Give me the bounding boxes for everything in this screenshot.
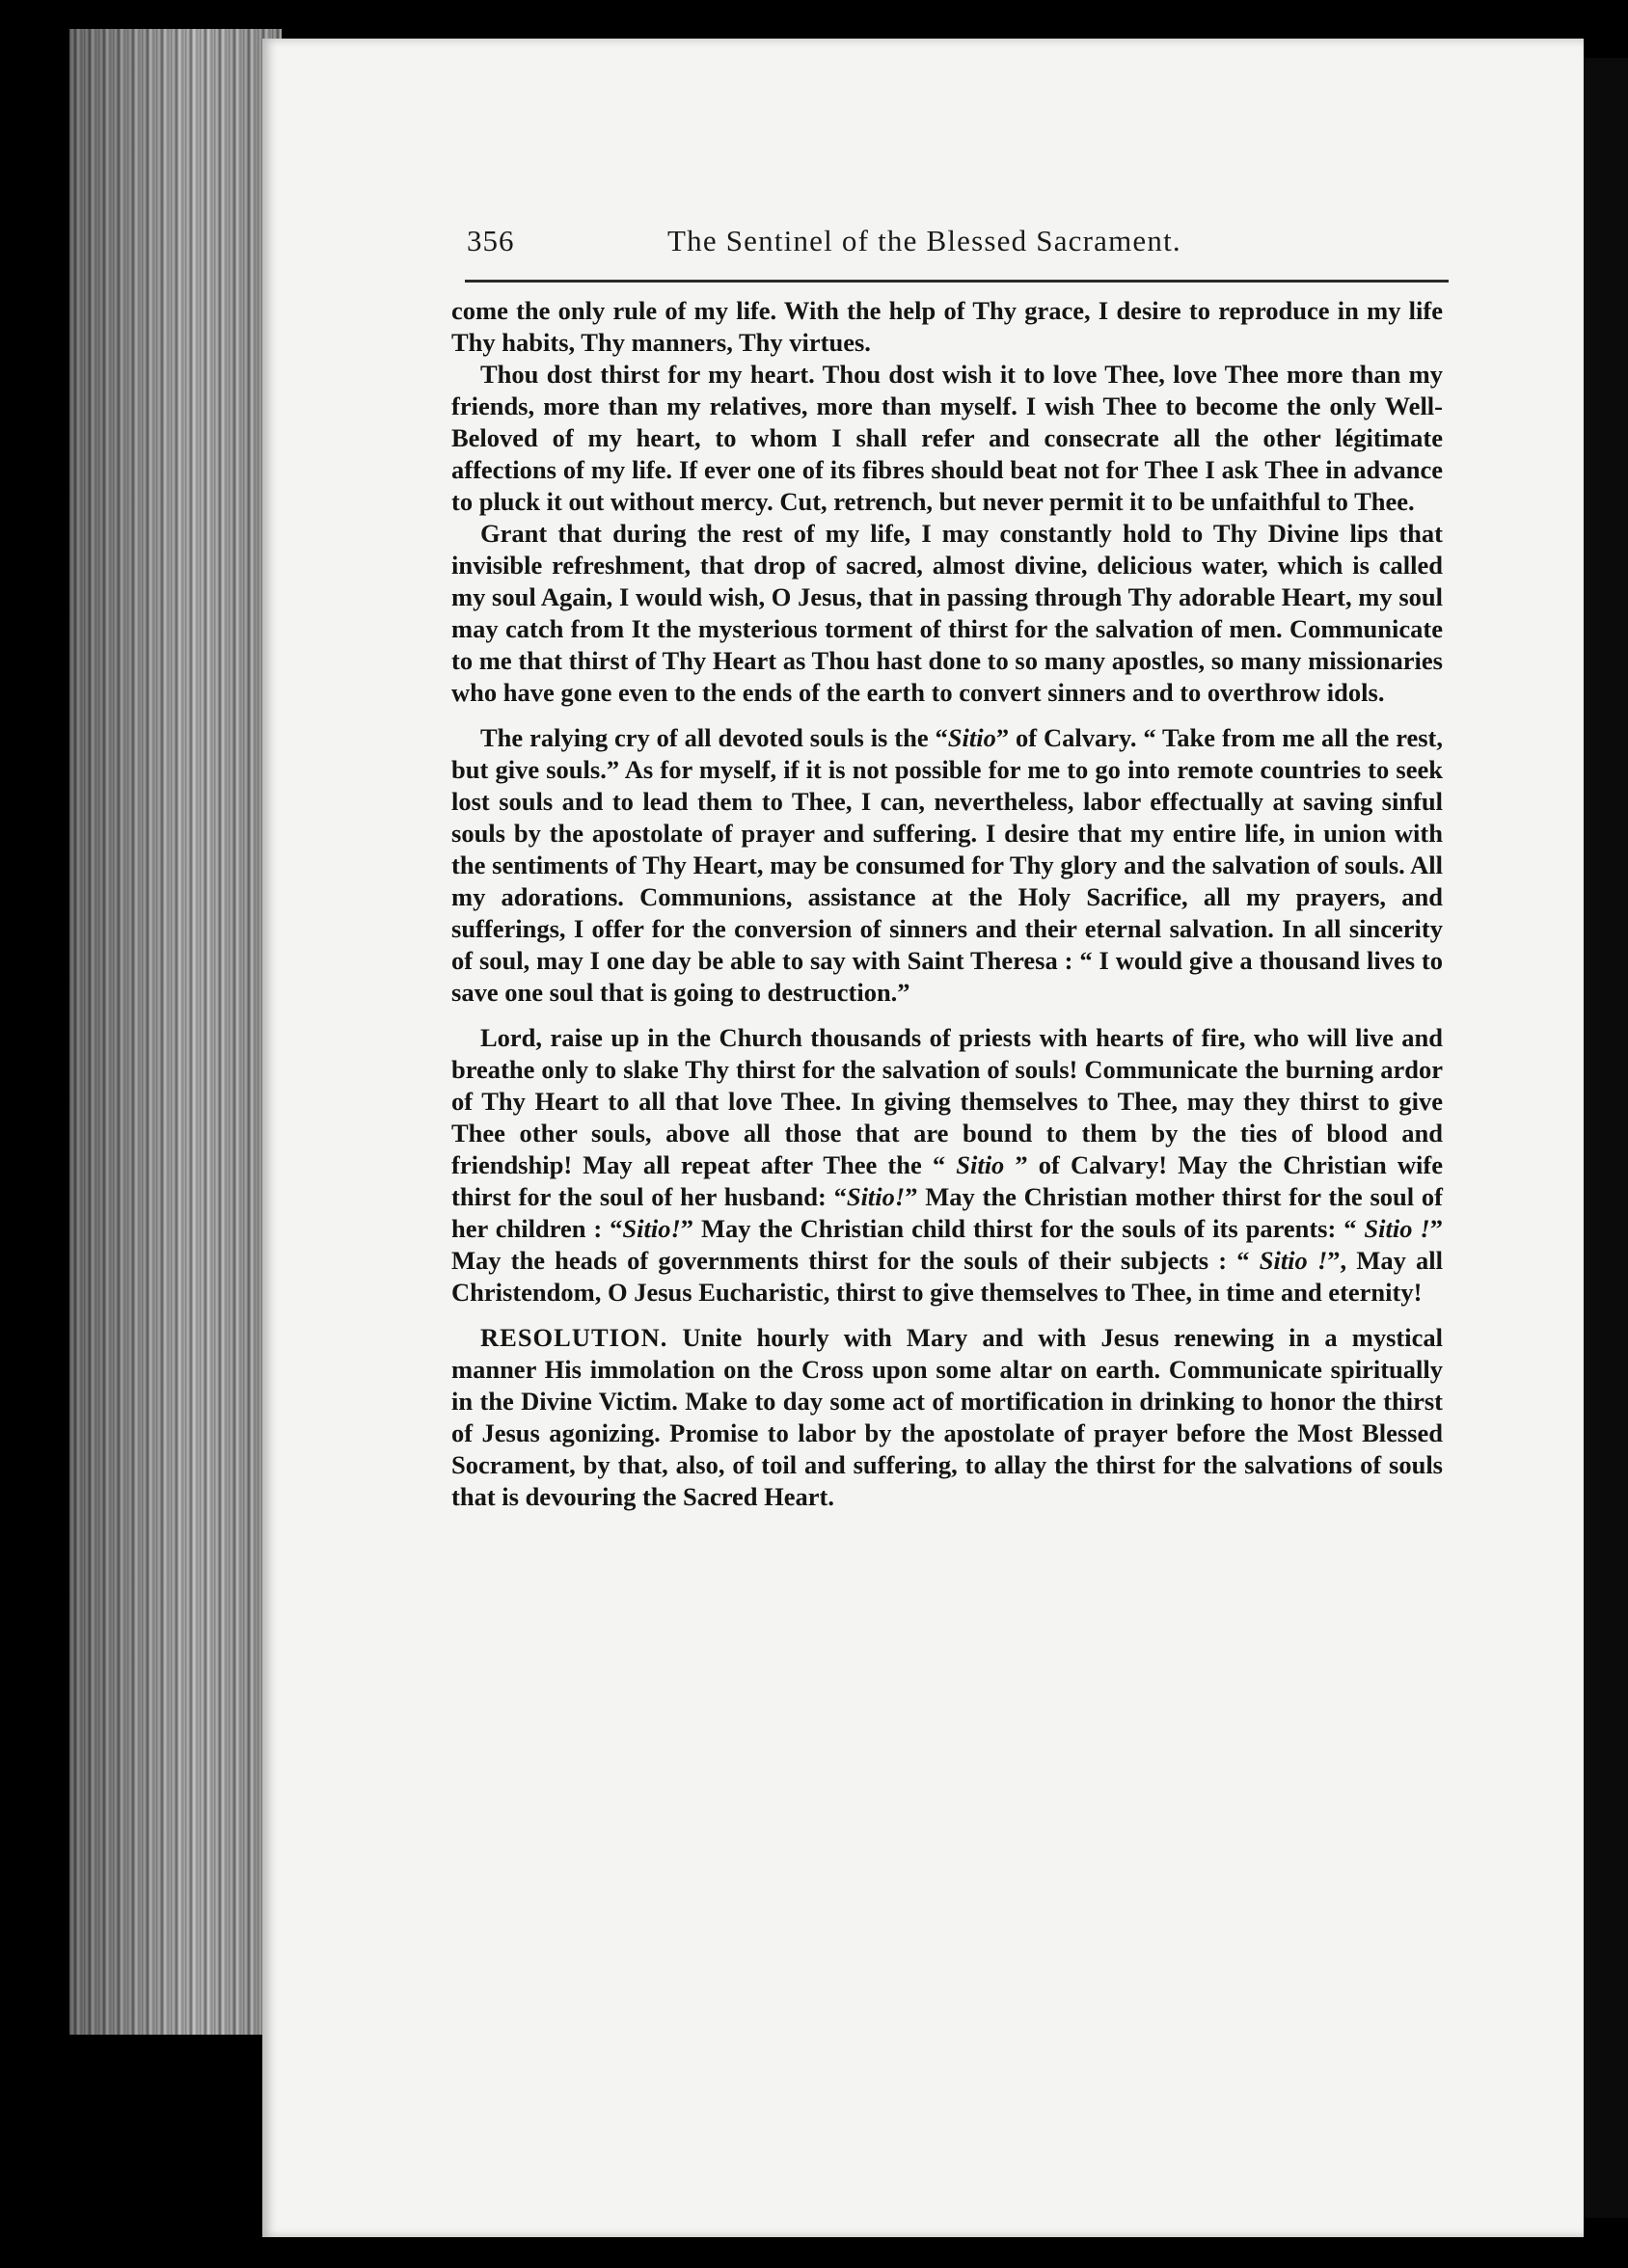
paragraph-5-text-c: ” May the Christian mother thirst for the soul of her children : “ bbox=[451, 1182, 1443, 1243]
paragraph-5-text-f: ”, May all Christendom, O Jesus Eucharistic, thirst to give themselves to Thee, in time and eternity! bbox=[451, 1246, 1443, 1307]
page-number: 356 bbox=[467, 224, 515, 257]
page-edges-shading bbox=[69, 29, 282, 2035]
sitio-word: Sitio! bbox=[846, 1182, 906, 1211]
body-text bbox=[451, 295, 1443, 1513]
paragraph-2: Thou dost thirst for my heart. Thou dost wish it to love Thee, love Thee more than my friends, more than my relatives, more than myself. I wish Thee to become the only Well-Beloved of my heart, to whom I shall refer and consecrate all the other légitimate affections of my life. If ever one of its fibres should beat not for Thee I ask Thee in advance to pluck it out without mercy. Cut, retrench, but never permit it to be unfaithful to Thee. bbox=[451, 360, 1443, 516]
paragraph-4-text-a: The ralying cry of all devoted souls is the “ bbox=[480, 723, 948, 752]
paragraph-5-text-d: ” May the Christian child thirst for the souls of its parents: “ bbox=[680, 1214, 1365, 1243]
paragraph-5-text-a: Lord, raise up in the Church thousands of priests with hearts of fire, who will live and breathe only to slake Thy thirst for the salvation of souls! Communicate the burning ardor of Thy Heart to all that love Thee. In giving themselves to Thee, may they thirst to give Thee other souls, above all those that are bound to them by the ties of blood and friendship! May all repeat after Thee the “ bbox=[451, 1023, 1443, 1179]
running-title: The Sentinel of the Blessed Sacrament. bbox=[667, 224, 1181, 257]
sitio-word: Sitio bbox=[947, 723, 996, 752]
header-rule bbox=[465, 280, 1449, 283]
sitio-word: Sitio! bbox=[622, 1214, 681, 1243]
resolution-label: RESOLUTION. bbox=[480, 1323, 668, 1352]
paragraph-5-text-b: ” of Calvary! May the Christian wife thirst for the soul of her husband: “ bbox=[451, 1150, 1443, 1211]
running-header bbox=[467, 224, 1447, 278]
sitio-word: Sitio ! bbox=[1259, 1246, 1328, 1275]
paragraph-3: Grant that during the rest of my life, I may constantly hold to Thy Divine lips that invisible refreshment, that drop of sacred, almost divine, delicious water, which is called my soul Again, I would wish, O Jesus, that in passing through Thy adorable Heart, my soul may catch from It the mysterious torment of thirst for the salvation of men. Communicate to me that thirst of Thy Heart as Thou hast done to so many apostles, so many missionaries who have gone even to the ends of the earth to convert sinners and to overthrow idols. bbox=[451, 519, 1443, 707]
paragraph-5 bbox=[451, 1022, 1443, 1309]
paragraph-4 bbox=[451, 722, 1443, 1009]
resolution-text: Unite hourly with Mary and with Jesus renewing in a mystical manner His immolation on the Cross upon some altar on earth. Communicate spiritually in the Divine Victim. Make to day some act of mortification in drinking to honor the thirst of Jesus agonizing. Promise to labor by the apostolate of prayer before the Most Blessed Socrament, by that, also, of toil and suffering, to allay the thirst for the salvations of souls that is devouring the Sacred Heart. bbox=[451, 1323, 1443, 1511]
right-page-gutter bbox=[1584, 58, 1628, 2218]
paragraph-1: come the only rule of my life. With the help of Thy grace, I desire to reproduce in my life Thy habits, Thy manners, Thy virtues. bbox=[451, 296, 1443, 357]
sitio-word: Sitio ! bbox=[1364, 1214, 1430, 1243]
paragraph-4-text-b: ” of Calvary. “ Take from me all the rest, but give souls.” As for myself, if it is not possible for me to go into remote countries to seek lost souls and to lead them to Thee, I can, nevertheless, labor effectually at saving sinful souls by the apostolate of prayer and suffering. I desire that my entire life, in union with the sentiments of Thy Heart, may be consumed for Thy glory and the salvation of souls. All my adorations. Communions, assistance at the Holy Sacrifice, all my prayers, and sufferings, I offer for the conversion of sinners and their eternal salvation. In all sincerity of soul, may I one day be able to say with Saint Theresa : “ I would give a thousand lives to save one soul that is going to destruction.” bbox=[451, 723, 1443, 1007]
paragraph-5-text-e: ” May the heads of governments thirst for the souls of their subjects : “ bbox=[451, 1214, 1443, 1275]
sitio-word: Sitio bbox=[956, 1150, 1005, 1179]
paragraph-resolution bbox=[451, 1322, 1443, 1513]
